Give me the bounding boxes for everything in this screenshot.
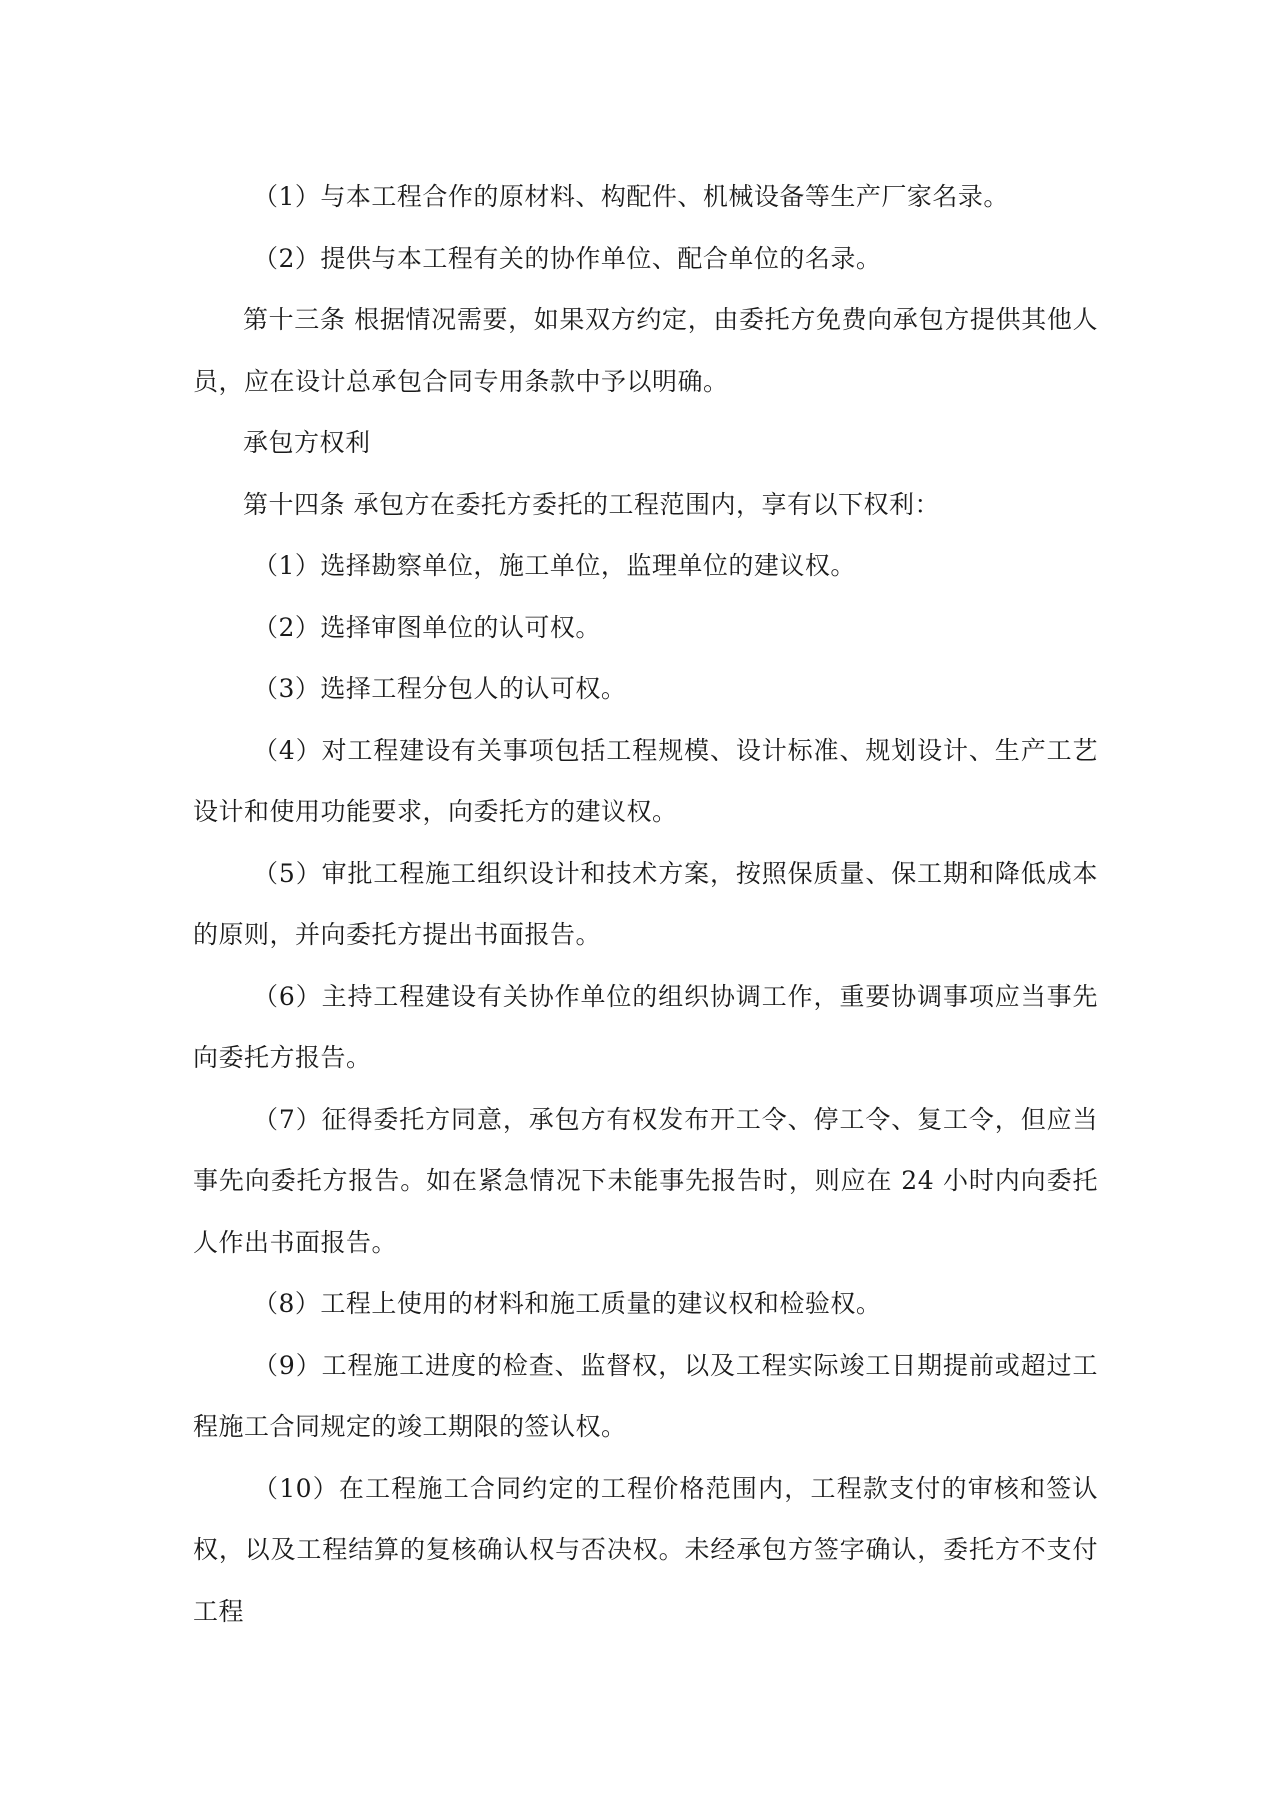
right-6-coordination: （6）主持工程建设有关协作单位的组织协调工作，重要协调事项应当事先向委托方报告。 bbox=[193, 981, 1098, 1072]
right-9-schedule-supervision: （9）工程施工进度的检查、监督权，以及工程实际竣工日期提前或超过工程施工合同规定的竣工期限的签认权。 bbox=[193, 1350, 1098, 1441]
item-2-cooperating-units-list: （2）提供与本工程有关的协作单位、配合单位的名录。 bbox=[253, 243, 882, 273]
right-8-material-inspection: （8）工程上使用的材料和施工质量的建议权和检验权。 bbox=[253, 1289, 882, 1318]
article-13: 第十三条 根据情况需要，如果双方约定，由委托方免费向承包方提供其他人员，应在设计总承包合同专用条款中予以明确。 bbox=[193, 305, 1098, 396]
article-14: 第十四条 承包方在委托方委托的工程范围内，享有以下权利： bbox=[243, 489, 940, 519]
right-2-review-unit-approval: （2）选择审图单位的认可权。 bbox=[253, 612, 601, 642]
right-10-payment-review: （10）在工程施工合同约定的工程价格范围内，工程款支付的审核和签认权，以及工程结算的复核确认权与否决权。未经承包方签字确认，委托方不支付工程 bbox=[193, 1473, 1098, 1626]
right-3-subcontractor-approval: （3）选择工程分包人的认可权。 bbox=[253, 674, 627, 703]
right-7-work-orders: （7）征得委托方同意，承包方有权发布开工令、停工令、复工令，但应当事先向委托方报告。如在紧急情况下未能事先报告时，则应在 24 小时内向委托人作出书面报告。 bbox=[193, 1104, 1098, 1257]
right-1-selection-advice: （1）选择勘察单位，施工单位，监理单位的建议权。 bbox=[253, 551, 856, 580]
right-5-construction-plan-approval: （5）审批工程施工组织设计和技术方案，按照保质量、保工期和降低成本的原则，并向委托方提出书面报告。 bbox=[193, 858, 1098, 949]
section-heading-contractor-rights: 承包方权利 bbox=[243, 428, 371, 457]
document-body bbox=[193, 166, 1098, 1642]
right-4-project-advice: （4）对工程建设有关事项包括工程规模、设计标准、规划设计、生产工艺设计和使用功能要求，向委托方的建议权。 bbox=[193, 735, 1098, 826]
item-1-materials-list: （1）与本工程合作的原材料、构配件、机械设备等生产厂家名录。 bbox=[253, 182, 1009, 211]
